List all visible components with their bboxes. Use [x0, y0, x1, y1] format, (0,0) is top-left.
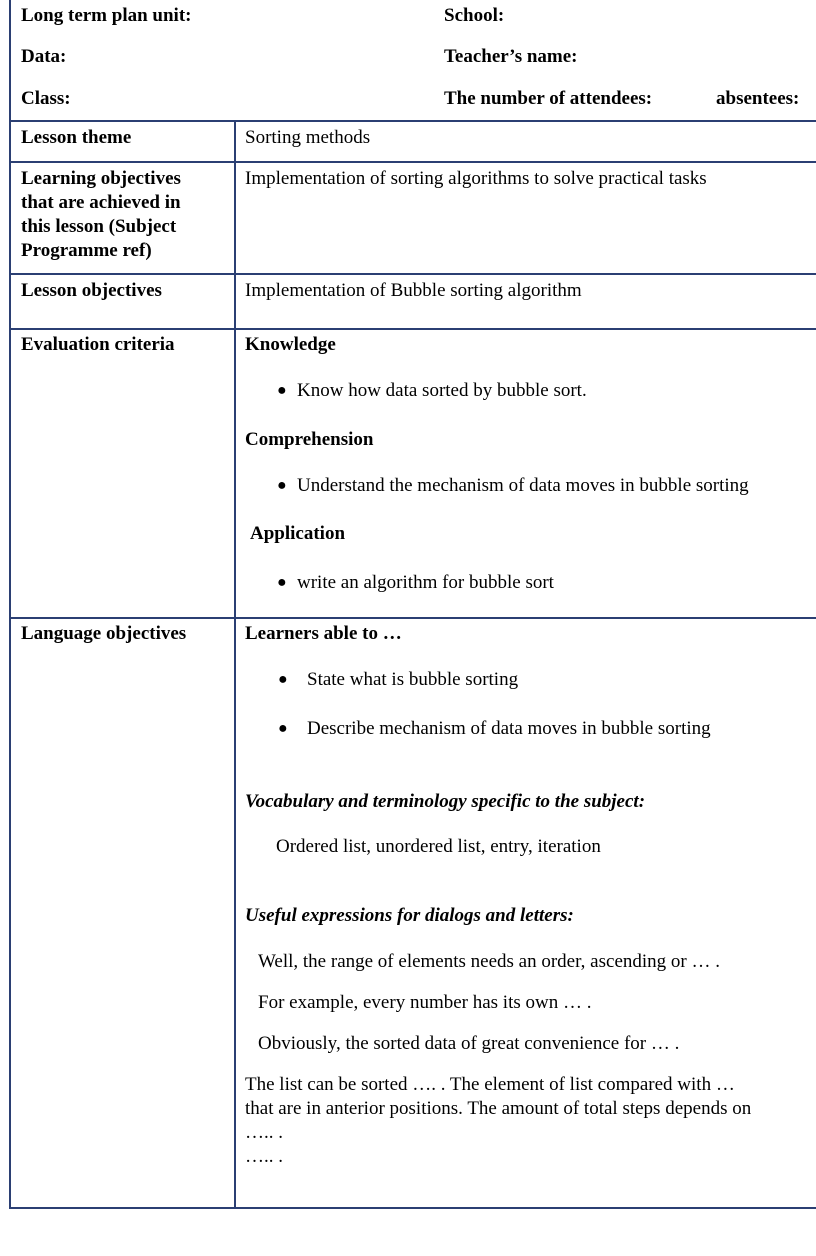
expression-line: Well, the range of elements needs an order, ascending or … . [258, 951, 720, 972]
lesson-objectives-label: Lesson objectives [21, 280, 162, 301]
learners-able-heading: Learners able to … [245, 623, 402, 644]
paragraph-line: The list can be sorted …. . The element of list compared with … [245, 1074, 735, 1095]
expression-line: For example, every number has its own … . [258, 992, 592, 1013]
learning-objectives-label-line: Programme ref) [21, 240, 152, 261]
absentees-label: absentees: [716, 88, 800, 109]
application-item: write an algorithm for bubble sort [297, 572, 554, 593]
comprehension-item: Understand the mechanism of data moves in bubble sorting [297, 475, 749, 496]
column-divider [234, 121, 236, 1209]
class-label: Class: [21, 88, 71, 109]
school-label: School: [444, 5, 505, 26]
paragraph-line: ….. . [245, 1146, 283, 1167]
paragraph-line: that are in anterior positions. The amount of total steps depends on [245, 1098, 752, 1119]
row-divider-lesson [9, 328, 816, 330]
paragraph-line: ….. . [245, 1122, 283, 1143]
number-of-attendees-label: The number of attendees: [444, 88, 653, 109]
lesson-objectives-value: Implementation of Bubble sorting algorithm [245, 280, 582, 301]
bullet-icon: ● [278, 720, 288, 737]
vocabulary-text: Ordered list, unordered list, entry, iteration [276, 836, 601, 857]
language-item: Describe mechanism of data moves in bubble sorting [307, 718, 711, 739]
expression-line: Obviously, the sorted data of great convenience for … . [258, 1033, 680, 1054]
language-objectives-label: Language objectives [21, 623, 187, 644]
row-divider-theme [9, 161, 816, 163]
row-divider-header [9, 120, 816, 122]
table-bottom-border [9, 1207, 816, 1209]
bullet-icon: ● [278, 671, 288, 688]
lesson-theme-value: Sorting methods [245, 127, 371, 148]
language-item: State what is bubble sorting [307, 669, 519, 690]
knowledge-heading: Knowledge [245, 334, 336, 355]
teachers-name-label: Teacher’s name: [444, 46, 578, 67]
table-left-border [9, 0, 11, 1209]
evaluation-criteria-label: Evaluation criteria [21, 334, 175, 355]
learning-objectives-value: Implementation of sorting algorithms to solve practical tasks [245, 168, 707, 189]
vocabulary-heading: Vocabulary and terminology specific to the subject: [245, 791, 646, 812]
useful-expressions-heading: Useful expressions for dialogs and letters: [245, 905, 574, 926]
long-term-plan-unit-label: Long term plan unit: [21, 5, 192, 26]
bullet-icon: ● [277, 574, 287, 591]
learning-objectives-label-line: this lesson (Subject [21, 216, 177, 237]
comprehension-heading: Comprehension [245, 429, 374, 450]
data-label: Data: [21, 46, 67, 67]
application-heading: Application [250, 523, 346, 544]
row-divider-evaluation [9, 617, 816, 619]
row-divider-learning [9, 273, 816, 275]
bullet-icon: ● [277, 477, 287, 494]
lesson-theme-label: Lesson theme [21, 127, 132, 148]
learning-objectives-label-line: Learning objectives [21, 168, 181, 189]
bullet-icon: ● [277, 382, 287, 399]
knowledge-item: Know how data sorted by bubble sort. [297, 380, 587, 401]
learning-objectives-label-line: that are achieved in [21, 192, 181, 213]
